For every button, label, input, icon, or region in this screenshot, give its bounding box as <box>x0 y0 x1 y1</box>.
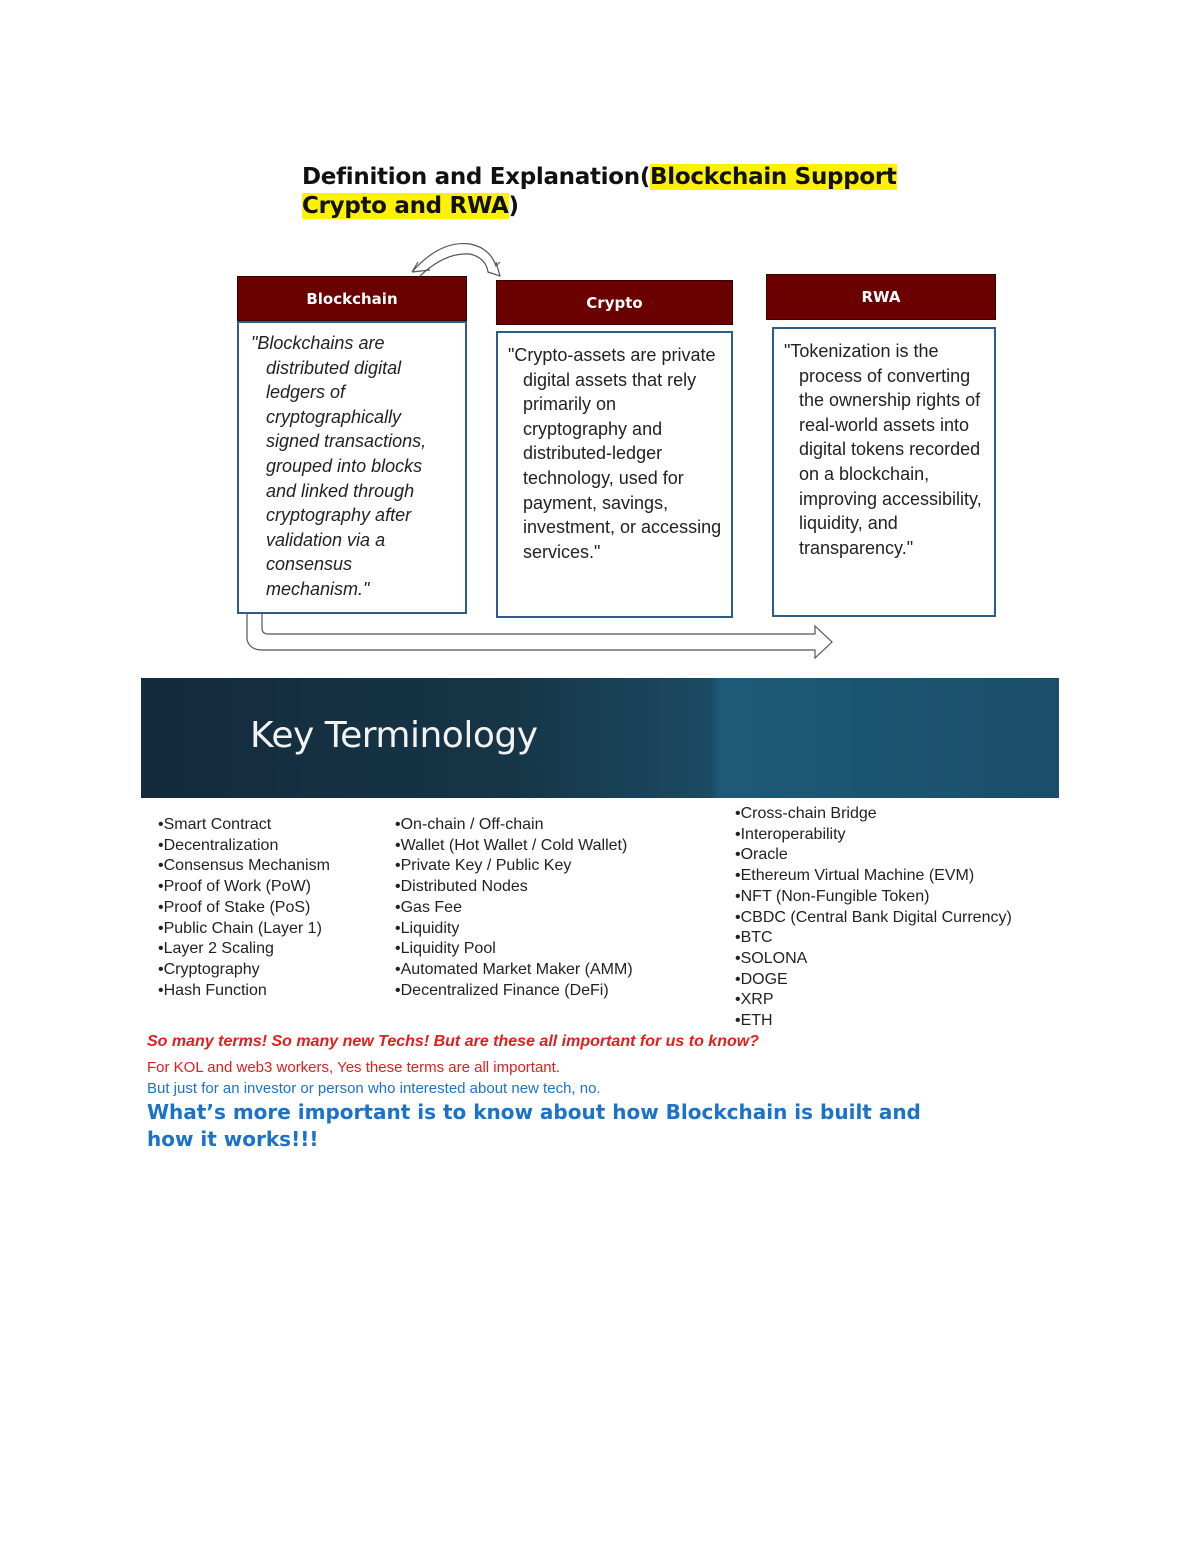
term-item: • Decentralization <box>158 836 330 857</box>
term-item: • On-chain / Off-chain <box>395 815 633 836</box>
term-item: • Consensus Mechanism <box>158 856 330 877</box>
title-suffix: ) <box>508 193 519 219</box>
term-item: • CBDC (Central Bank Digital Currency) <box>735 908 1012 929</box>
term-item: • NFT (Non-Fungible Token) <box>735 887 1012 908</box>
banner-title: Key Terminology <box>250 715 538 756</box>
term-item: • Decentralized Finance (DeFi) <box>395 981 633 1002</box>
box-blockchain <box>237 321 467 614</box>
term-item: • Automated Market Maker (AMM) <box>395 960 633 981</box>
title-prefix: Definition and Explanation( <box>302 164 651 190</box>
term-item: • Hash Function <box>158 981 330 1002</box>
term-item: • Liquidity <box>395 919 633 940</box>
text-crypto: "Crypto-assets are private digital assets that rely primarily on cryptography and distributed-ledger technology, used for payment, savings, investment, or accessing services." <box>508 345 722 562</box>
term-item: • Cross-chain Bridge <box>735 804 1012 825</box>
header-blockchain: Blockchain <box>237 276 467 321</box>
terms-list-2 <box>395 815 633 1001</box>
answer-investor-text: But just for an investor or person who interested about new tech, no. <box>147 1080 601 1097</box>
text-blockchain: "Blockchains are distributed digital ledgers of cryptographically signed transactions, grouped into blocks and linked through cryptography after validation via a consensus mechanism." <box>251 333 427 599</box>
term-item: • BTC <box>735 928 1012 949</box>
term-item: • Oracle <box>735 845 1012 866</box>
conclusion-text: What’s more important is to know about how Blockchain is built and how it works!!! <box>147 1100 921 1151</box>
term-item: • Proof of Stake (PoS) <box>158 898 330 919</box>
header-rwa: RWA <box>766 274 996 320</box>
term-item: • Gas Fee <box>395 898 633 919</box>
question-text: So many terms! So many new Techs! But are these all important for us to know? <box>147 1033 759 1050</box>
term-item: • Wallet (Hot Wallet / Cold Wallet) <box>395 836 633 857</box>
terms-list-1 <box>158 815 330 1001</box>
term-item: • Layer 2 Scaling <box>158 939 330 960</box>
term-item: • Smart Contract <box>158 815 330 836</box>
term-item: • DOGE <box>735 970 1012 991</box>
box-rwa <box>772 327 996 617</box>
title-highlight-line2: Crypto and RWA <box>302 193 509 219</box>
term-item: • Proof of Work (PoW) <box>158 877 330 898</box>
term-item: • Distributed Nodes <box>395 877 633 898</box>
answer-kol-text: For KOL and web3 workers, Yes these terms are all important. <box>147 1059 560 1076</box>
term-item: • XRP <box>735 990 1012 1011</box>
term-item: • Private Key / Public Key <box>395 856 633 877</box>
box-crypto <box>496 331 733 618</box>
term-item: • Interoperability <box>735 825 1012 846</box>
title-highlight-line1: Blockchain Support <box>650 164 897 190</box>
term-item: • Liquidity Pool <box>395 939 633 960</box>
terms-list-3 <box>735 804 1012 1032</box>
term-item: • Cryptography <box>158 960 330 981</box>
text-rwa: "Tokenization is the process of converting the ownership rights of real-world assets into digital tokens recorded on a blockchain, improving accessibility, liquidity, and transparency." <box>784 341 982 558</box>
header-crypto: Crypto <box>496 280 733 325</box>
term-item: • Public Chain (Layer 1) <box>158 919 330 940</box>
term-item: • Ethereum Virtual Machine (EVM) <box>735 866 1012 887</box>
term-item: • SOLONA <box>735 949 1012 970</box>
curved-arrow-top-inner <box>420 254 500 276</box>
term-item: • ETH <box>735 1011 1012 1032</box>
